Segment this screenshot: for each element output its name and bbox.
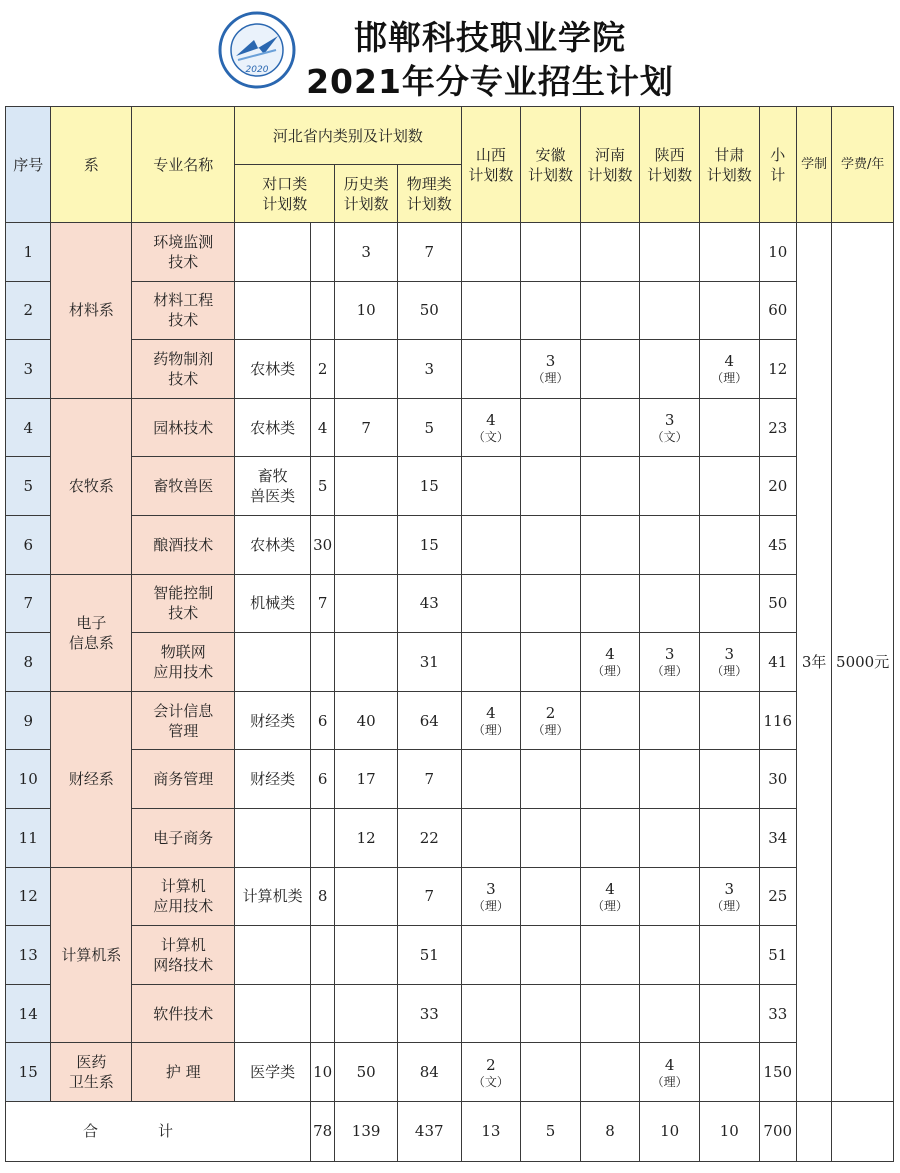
major-cell: 酿酒技术 xyxy=(132,515,235,574)
duikou-type-cell: 农林类 xyxy=(235,398,311,457)
duikou-type-cell xyxy=(235,633,311,692)
henan-cell xyxy=(580,457,640,516)
header-fee: 学费/年 xyxy=(832,107,894,223)
shaanxi-cell-note: （文） xyxy=(651,430,688,445)
anhui-cell xyxy=(521,867,581,926)
shaanxi-cell xyxy=(640,926,700,985)
gansu-cell xyxy=(699,750,759,809)
major-cell: 会计信息 管理 xyxy=(132,691,235,750)
subtotal-cell: 23 xyxy=(759,398,796,457)
header-subtotal: 小 计 xyxy=(759,107,796,223)
wuli-cell: 22 xyxy=(397,808,461,867)
seq-cell: 2 xyxy=(6,281,51,340)
gansu-cell xyxy=(699,1043,759,1102)
header-gansu: 甘肃 计划数 xyxy=(699,107,759,223)
total-lishi: 139 xyxy=(335,1101,398,1161)
shaanxi-cell-value: 4 xyxy=(664,1055,675,1074)
lishi-cell: 12 xyxy=(335,808,398,867)
gansu-cell-value: 3 xyxy=(724,645,735,664)
table-row xyxy=(6,574,894,633)
shanxi-cell xyxy=(461,574,521,633)
duikou-type-cell xyxy=(235,281,311,340)
total-row xyxy=(6,1101,894,1161)
gansu-cell-note: （理） xyxy=(711,371,748,386)
seq-cell: 11 xyxy=(6,808,51,867)
shanxi-cell-note: （文） xyxy=(472,1074,509,1089)
lishi-cell xyxy=(335,984,398,1043)
shaanxi-cell-value: 3 xyxy=(664,411,675,430)
shaanxi-cell-note: （理） xyxy=(651,1074,688,1089)
wuli-cell: 7 xyxy=(397,867,461,926)
henan-cell xyxy=(580,691,640,750)
shanxi-cell xyxy=(461,984,521,1043)
subtotal-cell: 45 xyxy=(759,515,796,574)
duikou-type-cell: 机械类 xyxy=(235,574,311,633)
major-cell: 智能控制 技术 xyxy=(132,574,235,633)
subtotal-cell: 33 xyxy=(759,984,796,1043)
lishi-cell xyxy=(335,633,398,692)
lishi-cell: 10 xyxy=(335,281,398,340)
anhui-cell xyxy=(521,633,581,692)
duikou-num-cell xyxy=(311,223,335,282)
shanxi-cell xyxy=(461,398,521,457)
lishi-cell xyxy=(335,340,398,399)
seq-cell: 13 xyxy=(6,926,51,985)
henan-cell-note: （理） xyxy=(592,664,629,679)
henan-cell xyxy=(580,398,640,457)
dept-cell: 医药 卫生系 xyxy=(51,1043,132,1102)
henan-cell xyxy=(580,574,640,633)
duikou-type-cell: 农林类 xyxy=(235,515,311,574)
major-cell: 畜牧兽医 xyxy=(132,457,235,516)
shaanxi-cell xyxy=(640,574,700,633)
gansu-cell xyxy=(699,867,759,926)
subtotal-cell: 12 xyxy=(759,340,796,399)
anhui-cell xyxy=(521,515,581,574)
duration-cell: 3年 xyxy=(796,223,831,1102)
lishi-cell: 40 xyxy=(335,691,398,750)
shanxi-cell xyxy=(461,457,521,516)
gansu-cell xyxy=(699,633,759,692)
shaanxi-cell xyxy=(640,984,700,1043)
lishi-cell xyxy=(335,515,398,574)
anhui-cell xyxy=(521,457,581,516)
seq-cell: 12 xyxy=(6,867,51,926)
shanxi-cell xyxy=(461,633,521,692)
total-shanxi: 13 xyxy=(461,1101,521,1161)
gansu-cell xyxy=(699,223,759,282)
major-cell: 护 理 xyxy=(132,1043,235,1102)
henan-cell xyxy=(580,515,640,574)
shanxi-cell xyxy=(461,515,521,574)
dept-cell: 财经系 xyxy=(51,691,132,867)
shanxi-cell xyxy=(461,750,521,809)
duikou-num-cell: 2 xyxy=(311,340,335,399)
major-cell: 电子商务 xyxy=(132,808,235,867)
lishi-cell: 50 xyxy=(335,1043,398,1102)
wuli-cell: 15 xyxy=(397,515,461,574)
total-anhui: 5 xyxy=(521,1101,581,1161)
major-cell: 商务管理 xyxy=(132,750,235,809)
subtotal-cell: 60 xyxy=(759,281,796,340)
gansu-cell xyxy=(699,340,759,399)
subtotal-cell: 50 xyxy=(759,574,796,633)
table-row xyxy=(6,340,894,399)
table-row xyxy=(6,515,894,574)
lishi-cell: 17 xyxy=(335,750,398,809)
college-logo-icon xyxy=(214,10,300,90)
shanxi-cell-note: （理） xyxy=(472,723,509,738)
subtotal-cell: 10 xyxy=(759,223,796,282)
henan-cell-value: 4 xyxy=(605,645,615,664)
gansu-cell-value: 3 xyxy=(724,879,735,898)
henan-cell xyxy=(580,281,640,340)
lishi-cell xyxy=(335,457,398,516)
henan-cell xyxy=(580,633,640,692)
duikou-num-cell: 8 xyxy=(311,867,335,926)
shaanxi-cell xyxy=(640,281,700,340)
henan-cell-note: （理） xyxy=(592,898,629,913)
total-shaanxi: 10 xyxy=(640,1101,700,1161)
lishi-cell xyxy=(335,926,398,985)
header-lishi: 历史类 计划数 xyxy=(335,165,398,223)
seq-cell: 6 xyxy=(6,515,51,574)
seq-cell: 7 xyxy=(6,574,51,633)
anhui-cell xyxy=(521,398,581,457)
duikou-type-cell xyxy=(235,926,311,985)
seq-cell: 8 xyxy=(6,633,51,692)
logo-year: 2020 xyxy=(245,65,269,75)
total-gansu: 10 xyxy=(699,1101,759,1161)
shanxi-cell-value: 4 xyxy=(486,704,496,723)
subtotal-cell: 41 xyxy=(759,633,796,692)
wuli-cell: 50 xyxy=(397,281,461,340)
shaanxi-cell xyxy=(640,808,700,867)
total-label: 合计 xyxy=(6,1101,311,1161)
lishi-cell: 3 xyxy=(335,223,398,282)
shanxi-cell xyxy=(461,691,521,750)
duikou-num-cell: 5 xyxy=(311,457,335,516)
gansu-cell-note: （理） xyxy=(711,664,748,679)
subtotal-cell: 51 xyxy=(759,926,796,985)
anhui-cell xyxy=(521,340,581,399)
gansu-cell xyxy=(699,281,759,340)
shaanxi-cell xyxy=(640,750,700,809)
anhui-cell xyxy=(521,281,581,340)
total-duration-empty xyxy=(796,1101,831,1161)
shanxi-cell xyxy=(461,1043,521,1102)
subtotal-cell: 30 xyxy=(759,750,796,809)
total-henan: 8 xyxy=(580,1101,640,1161)
duikou-type-cell: 计算机类 xyxy=(235,867,311,926)
total-duikou: 78 xyxy=(311,1101,335,1161)
header-hebei-group: 河北省内类别及计划数 xyxy=(235,107,461,165)
wuli-cell: 15 xyxy=(397,457,461,516)
wuli-cell: 64 xyxy=(397,691,461,750)
shaanxi-cell-note: （理） xyxy=(651,664,688,679)
anhui-cell xyxy=(521,984,581,1043)
shaanxi-cell xyxy=(640,1043,700,1102)
seq-cell: 9 xyxy=(6,691,51,750)
shaanxi-cell xyxy=(640,457,700,516)
shaanxi-cell xyxy=(640,223,700,282)
dept-cell: 计算机系 xyxy=(51,867,132,1043)
header-dept: 系 xyxy=(51,107,132,223)
header-henan: 河南 计划数 xyxy=(580,107,640,223)
shaanxi-cell xyxy=(640,398,700,457)
header-wuli: 物理类 计划数 xyxy=(397,165,461,223)
subtotal-cell: 34 xyxy=(759,808,796,867)
duikou-num-cell xyxy=(311,808,335,867)
shanxi-cell xyxy=(461,926,521,985)
page-title: 邯郸科技职业学院 xyxy=(354,18,626,57)
shanxi-cell xyxy=(461,281,521,340)
major-cell: 计算机 网络技术 xyxy=(132,926,235,985)
duikou-type-cell: 畜牧 兽医类 xyxy=(235,457,311,516)
gansu-cell-value: 4 xyxy=(724,352,735,371)
major-cell: 环境监测 技术 xyxy=(132,223,235,282)
seq-cell: 1 xyxy=(6,223,51,282)
header-major: 专业名称 xyxy=(132,107,235,223)
header-duikou: 对口类 计划数 xyxy=(235,165,335,223)
table-row xyxy=(6,633,894,692)
wuli-cell: 31 xyxy=(397,633,461,692)
seq-cell: 5 xyxy=(6,457,51,516)
seq-cell: 10 xyxy=(6,750,51,809)
gansu-cell xyxy=(699,926,759,985)
anhui-cell-note: （理） xyxy=(532,371,569,386)
anhui-cell-value: 3 xyxy=(545,352,556,371)
wuli-cell: 5 xyxy=(397,398,461,457)
anhui-cell-value: 2 xyxy=(545,704,556,723)
henan-cell xyxy=(580,340,640,399)
table-row xyxy=(6,867,894,926)
shanxi-cell-note: （理） xyxy=(472,898,509,913)
seq-cell: 14 xyxy=(6,984,51,1043)
table-row xyxy=(6,691,894,750)
wuli-cell: 51 xyxy=(397,926,461,985)
shanxi-cell-note: （文） xyxy=(472,430,509,445)
shanxi-cell xyxy=(461,808,521,867)
major-cell: 计算机 应用技术 xyxy=(132,867,235,926)
duikou-type-cell: 财经类 xyxy=(235,750,311,809)
duikou-num-cell: 4 xyxy=(311,398,335,457)
header-anhui: 安徽 计划数 xyxy=(521,107,581,223)
fee-cell: 5000元 xyxy=(832,223,894,1102)
dept-cell: 材料系 xyxy=(51,223,132,399)
duikou-type-cell xyxy=(235,223,311,282)
shaanxi-cell xyxy=(640,867,700,926)
henan-cell xyxy=(580,867,640,926)
anhui-cell-note: （理） xyxy=(532,723,569,738)
table-row xyxy=(6,1043,894,1102)
wuli-cell: 7 xyxy=(397,223,461,282)
wuli-cell: 3 xyxy=(397,340,461,399)
shanxi-cell xyxy=(461,223,521,282)
henan-cell xyxy=(580,984,640,1043)
table-row xyxy=(6,457,894,516)
major-cell: 材料工程 技术 xyxy=(132,281,235,340)
henan-cell xyxy=(580,808,640,867)
duikou-num-cell: 30 xyxy=(311,515,335,574)
seq-cell: 3 xyxy=(6,340,51,399)
anhui-cell xyxy=(521,223,581,282)
total-subtotal: 700 xyxy=(759,1101,796,1161)
shaanxi-cell xyxy=(640,633,700,692)
shanxi-cell-value: 3 xyxy=(486,879,496,898)
shaanxi-cell-value: 3 xyxy=(664,645,675,664)
gansu-cell xyxy=(699,808,759,867)
total-wuli: 437 xyxy=(397,1101,461,1161)
subtotal-cell: 116 xyxy=(759,691,796,750)
dept-cell: 农牧系 xyxy=(51,398,132,574)
henan-cell xyxy=(580,1043,640,1102)
henan-cell xyxy=(580,223,640,282)
wuli-cell: 7 xyxy=(397,750,461,809)
page-subtitle: 2021年分专业招生计划 xyxy=(306,62,674,101)
gansu-cell xyxy=(699,574,759,633)
total-fee-empty xyxy=(832,1101,894,1161)
anhui-cell xyxy=(521,808,581,867)
shaanxi-cell xyxy=(640,515,700,574)
duikou-num-cell: 10 xyxy=(311,1043,335,1102)
page-header xyxy=(0,0,900,100)
duikou-num-cell xyxy=(311,633,335,692)
table-row xyxy=(6,281,894,340)
dept-cell: 电子 信息系 xyxy=(51,574,132,691)
seq-cell: 4 xyxy=(6,398,51,457)
anhui-cell xyxy=(521,1043,581,1102)
subtotal-cell: 150 xyxy=(759,1043,796,1102)
wuli-cell: 84 xyxy=(397,1043,461,1102)
henan-cell-value: 4 xyxy=(605,879,615,898)
wuli-cell: 43 xyxy=(397,574,461,633)
major-cell: 药物制剂 技术 xyxy=(132,340,235,399)
anhui-cell xyxy=(521,750,581,809)
gansu-cell xyxy=(699,457,759,516)
gansu-cell-note: （理） xyxy=(711,898,748,913)
wuli-cell: 33 xyxy=(397,984,461,1043)
table-row xyxy=(6,926,894,985)
subtotal-cell: 25 xyxy=(759,867,796,926)
duikou-type-cell xyxy=(235,984,311,1043)
lishi-cell: 7 xyxy=(335,398,398,457)
duikou-type-cell: 医学类 xyxy=(235,1043,311,1102)
header-shaanxi: 陕西 计划数 xyxy=(640,107,700,223)
lishi-cell xyxy=(335,867,398,926)
shanxi-cell xyxy=(461,867,521,926)
henan-cell xyxy=(580,750,640,809)
shaanxi-cell xyxy=(640,691,700,750)
subtotal-cell: 20 xyxy=(759,457,796,516)
duikou-num-cell: 6 xyxy=(311,750,335,809)
table-row xyxy=(6,398,894,457)
shanxi-cell-value: 4 xyxy=(486,411,496,430)
duikou-num-cell xyxy=(311,281,335,340)
header-shanxi: 山西 计划数 xyxy=(461,107,521,223)
anhui-cell xyxy=(521,574,581,633)
major-cell: 物联网 应用技术 xyxy=(132,633,235,692)
table-row xyxy=(6,984,894,1043)
anhui-cell xyxy=(521,691,581,750)
duikou-num-cell xyxy=(311,926,335,985)
shaanxi-cell xyxy=(640,340,700,399)
table-row xyxy=(6,223,894,282)
duikou-num-cell: 7 xyxy=(311,574,335,633)
duikou-type-cell xyxy=(235,808,311,867)
seq-cell: 15 xyxy=(6,1043,51,1102)
gansu-cell xyxy=(699,984,759,1043)
table-row xyxy=(6,750,894,809)
duikou-type-cell: 财经类 xyxy=(235,691,311,750)
gansu-cell xyxy=(699,515,759,574)
major-cell: 软件技术 xyxy=(132,984,235,1043)
duikou-num-cell xyxy=(311,984,335,1043)
gansu-cell xyxy=(699,398,759,457)
duikou-type-cell: 农林类 xyxy=(235,340,311,399)
shanxi-cell xyxy=(461,340,521,399)
major-cell: 园林技术 xyxy=(132,398,235,457)
header-duration: 学制 xyxy=(796,107,831,223)
shanxi-cell-value: 2 xyxy=(486,1055,496,1074)
duikou-num-cell: 6 xyxy=(311,691,335,750)
henan-cell xyxy=(580,926,640,985)
anhui-cell xyxy=(521,926,581,985)
lishi-cell xyxy=(335,574,398,633)
gansu-cell xyxy=(699,691,759,750)
header-seq: 序号 xyxy=(6,107,51,223)
enrollment-plan-table xyxy=(5,106,894,1162)
table-row xyxy=(6,808,894,867)
